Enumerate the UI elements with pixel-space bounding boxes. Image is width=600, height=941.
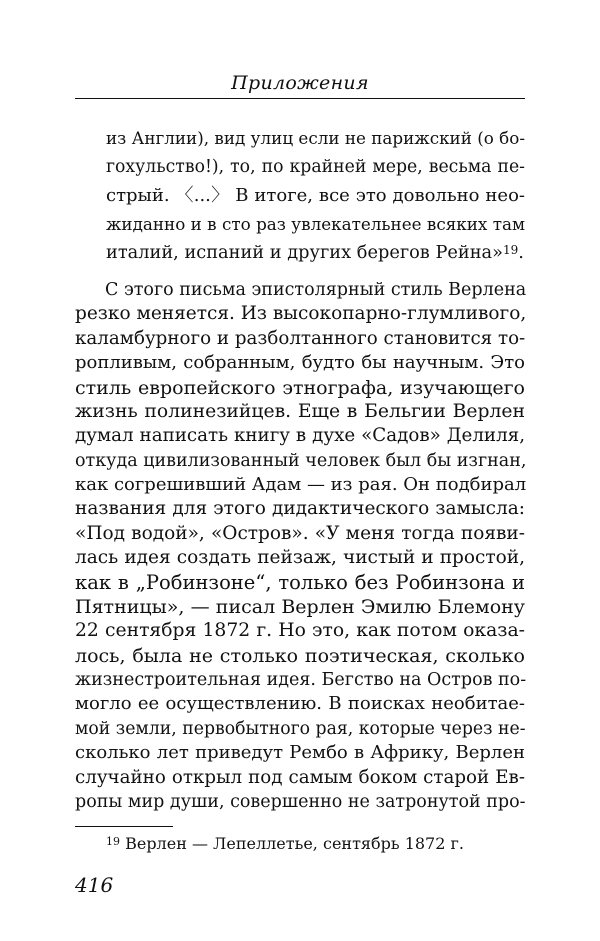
paragraph-line: думал написать книгу в духе «Садов» Делиля, bbox=[75, 425, 525, 446]
paragraph-line: каламбурного и разболтанного становится то- bbox=[75, 328, 526, 349]
paragraph-line: жизнь полинезийцев. Еще в Бельгии Верлен bbox=[75, 401, 525, 422]
quote-end-dot: . bbox=[518, 243, 524, 263]
quote-line: стрый. 〈...〉 В итоге, все это довольно нео- bbox=[106, 185, 525, 206]
paragraph-line: могло ее осуществлению. В поисках необитае- bbox=[75, 693, 525, 714]
footnote-rule bbox=[75, 826, 173, 827]
footnote bbox=[106, 833, 464, 855]
running-head-rule bbox=[75, 98, 525, 99]
paragraph-line: как согрешивший Адам — из рая. Он подбирал bbox=[75, 474, 527, 495]
paragraph-line: ропы мир души, совершенно не затронутой про- bbox=[75, 792, 526, 812]
paragraph-line: названия для этого дидактического замысла: bbox=[75, 498, 525, 519]
paragraph-line: Пятницы», — писал Верлен Эмилю Блемону bbox=[75, 596, 525, 618]
paragraph-line: стиль европейского этнографа, изучающего bbox=[75, 377, 525, 399]
paragraph-line: С этого письма эпистолярный стиль Верлена bbox=[105, 280, 527, 300]
paragraph-line: лось, была не столько поэтическая, сколько bbox=[75, 645, 525, 667]
paragraph-line: лась идея создать пейзаж, чистый и простой, bbox=[75, 547, 525, 568]
footnote-number: 19 bbox=[106, 835, 120, 848]
paragraph-line: ропливым, собранным, будто бы научным. Это bbox=[75, 352, 525, 373]
quote-line: из Англии), вид улиц если не парижский (о бо- bbox=[106, 128, 525, 148]
paragraph-line: 22 сентября 1872 г. Но это, как потом оказа- bbox=[75, 620, 525, 641]
quote-line bbox=[106, 239, 525, 267]
paragraph-line: сколько лет приведут Рембо в Африку, Верлен bbox=[75, 742, 525, 763]
quote-line: жиданно и в сто раз увлекательнее всяких там bbox=[106, 214, 525, 234]
footnote-ref: 19 bbox=[503, 243, 519, 257]
paragraph-line: жизнестроительная идея. Бегство на Остров по- bbox=[75, 670, 527, 690]
paragraph-line: откуда цивилизованный человек был бы изгнан, bbox=[75, 451, 527, 471]
paragraph-line: «Под водой», «Остров». «У меня тогда появи- bbox=[75, 523, 525, 544]
footnote-text: Верлен — Лепеллетье, сентябрь 1872 г. bbox=[120, 834, 464, 853]
paragraph-line: резко меняется. Из высокопарно-глумливого, bbox=[75, 303, 527, 324]
page-number: 416 bbox=[75, 873, 114, 897]
paragraph-line: случайно открыл под самым боком старой Ев- bbox=[75, 767, 525, 788]
quote-line: гохульство!), то, по крайней мере, весьма пе- bbox=[106, 157, 525, 177]
running-head: Приложения bbox=[231, 72, 369, 94]
quote-line-text: италий, испаний и других берегов Рейна» bbox=[106, 243, 503, 263]
paragraph-line: как в „Робинзоне“, только без Робинзона и bbox=[75, 571, 525, 594]
paragraph-line: мой земли, первобытного рая, которые через не- bbox=[75, 719, 526, 739]
